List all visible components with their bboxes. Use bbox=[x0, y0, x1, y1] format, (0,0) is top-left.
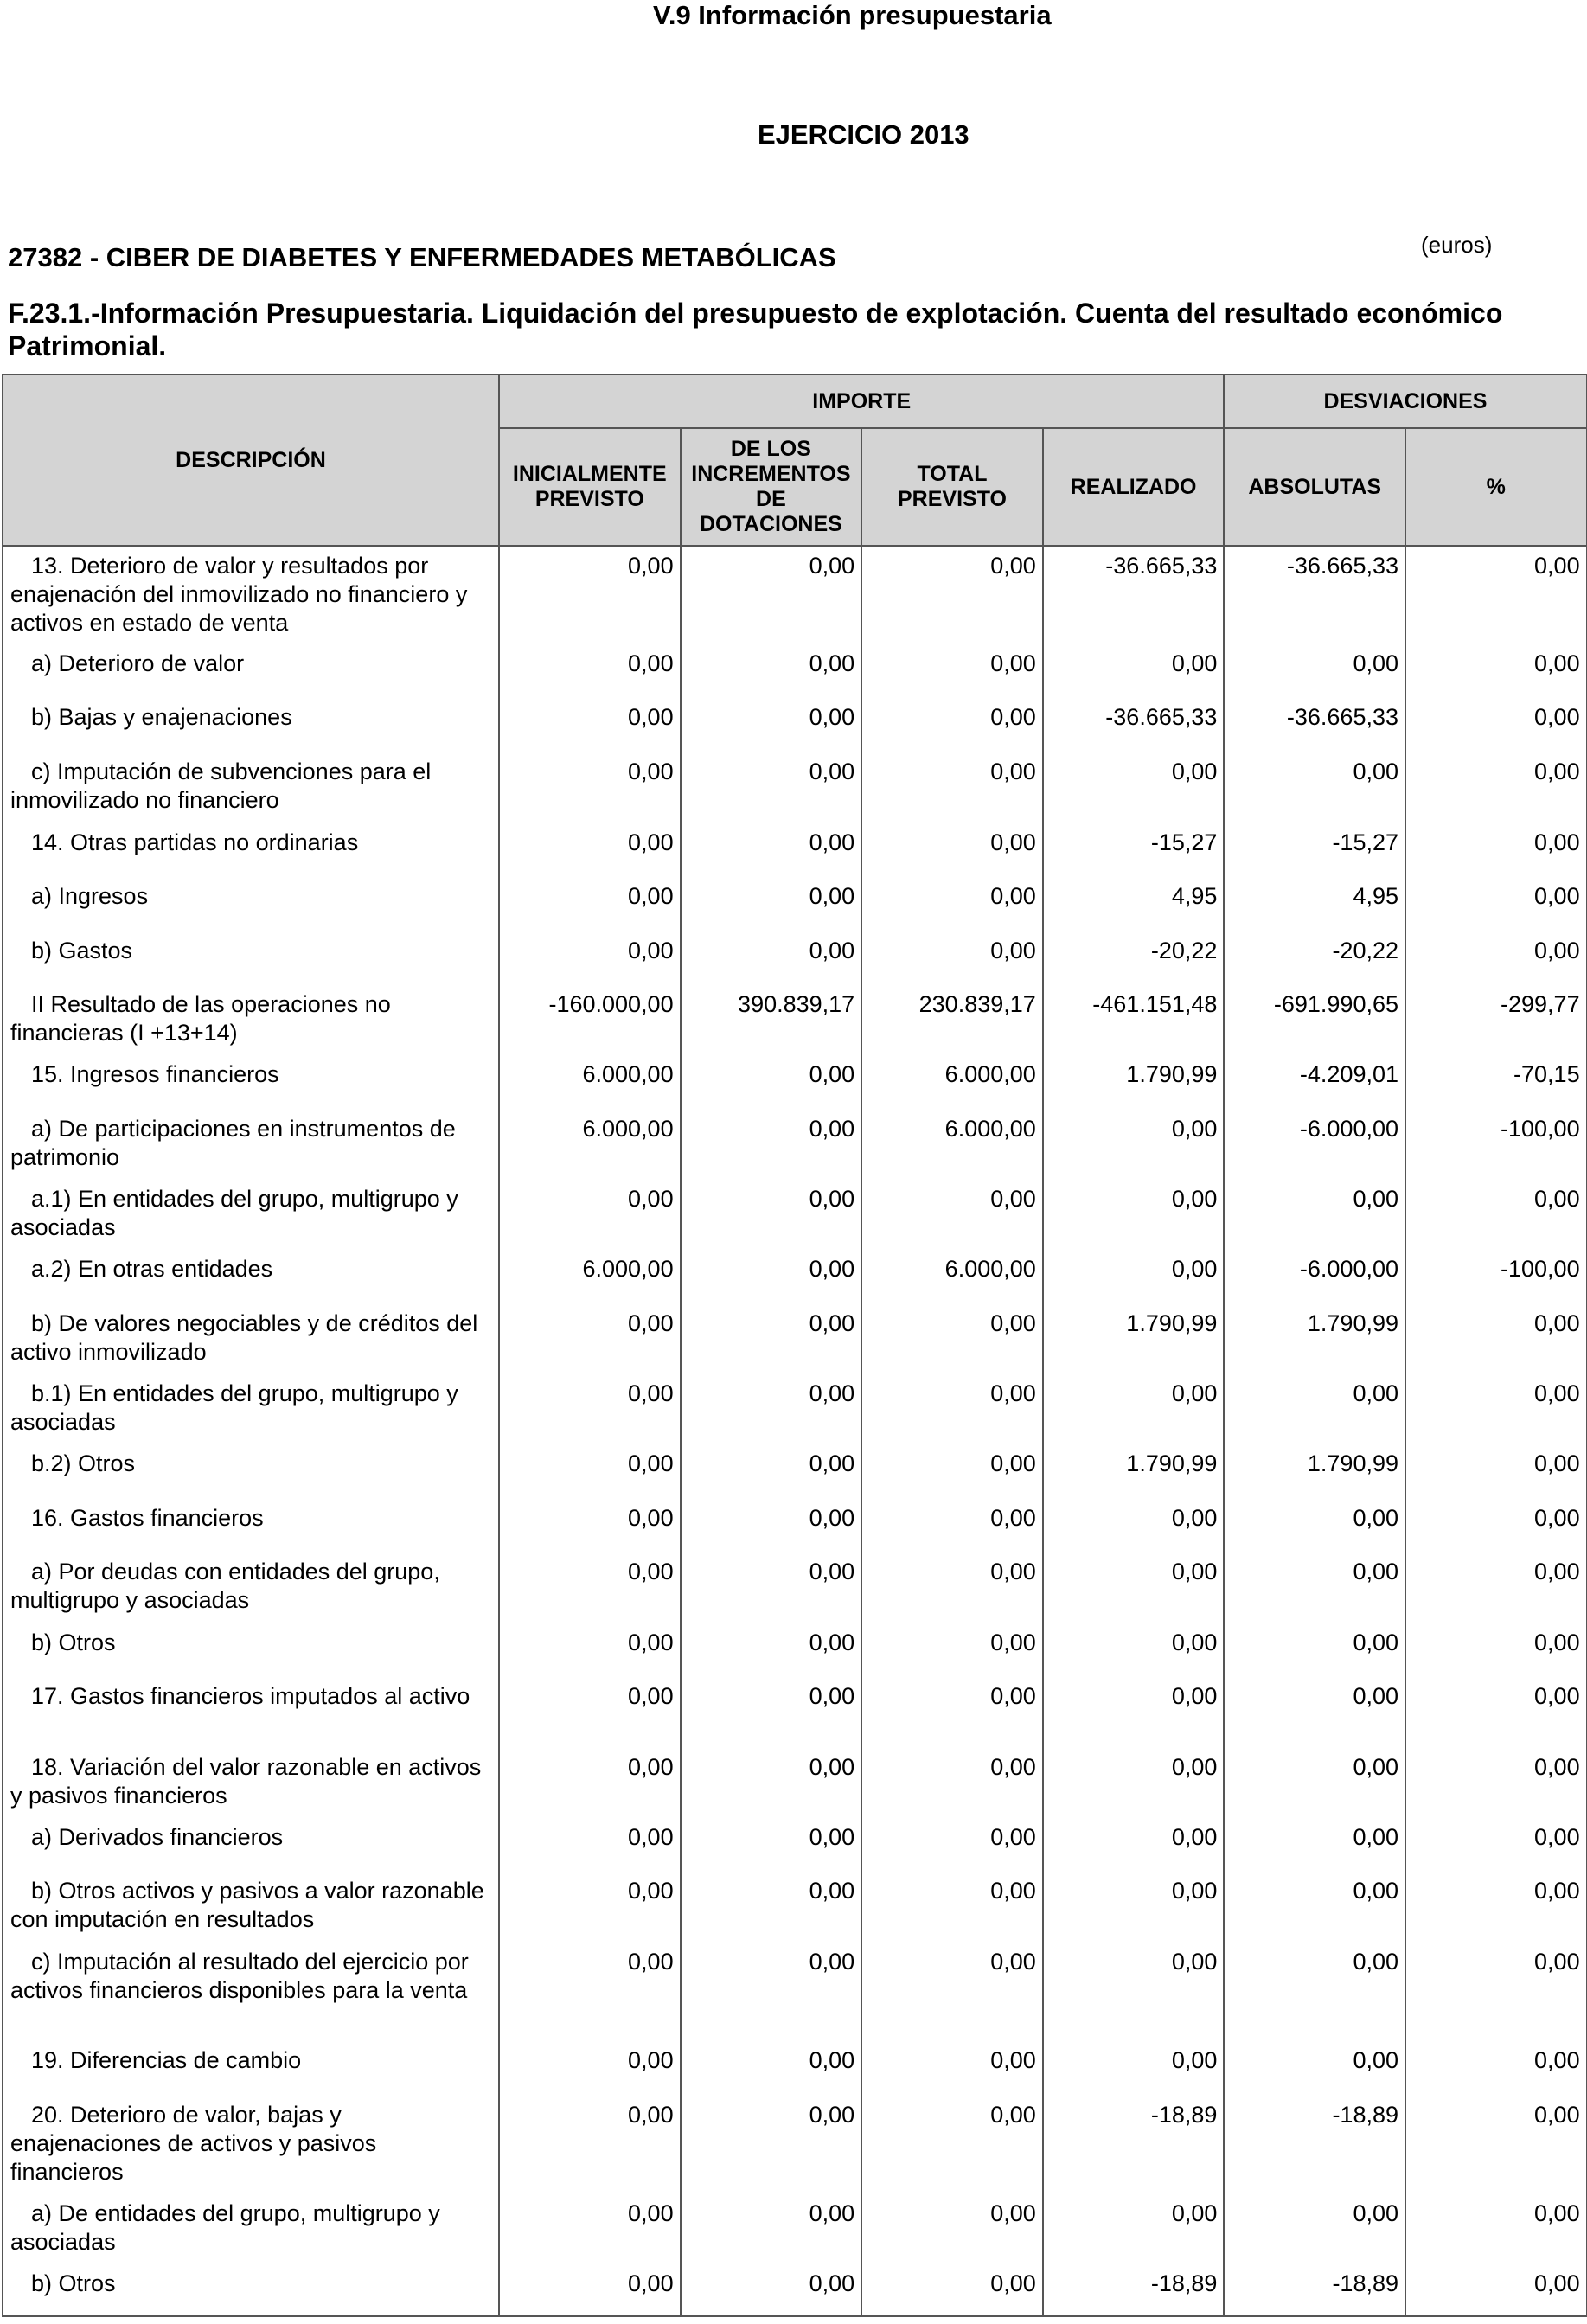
cell-incrementos: 0,00 bbox=[681, 1943, 862, 2041]
cell-realizado: 0,00 bbox=[1043, 2194, 1225, 2264]
row-description-text: b) Gastos bbox=[31, 938, 133, 964]
cell-porcentaje: 0,00 bbox=[1405, 2264, 1587, 2316]
fiscal-year-title: EJERCICIO 2013 bbox=[758, 119, 969, 150]
cell-porcentaje: 0,00 bbox=[1405, 823, 1587, 877]
cell-porcentaje: 0,00 bbox=[1405, 1374, 1587, 1444]
cell-inicialmente-previsto: 0,00 bbox=[499, 1553, 681, 1623]
cell-realizado: 1.790,99 bbox=[1043, 1304, 1225, 1374]
row-description bbox=[3, 1943, 499, 2041]
cell-absolutas: 0,00 bbox=[1224, 1623, 1405, 1677]
cell-realizado: -18,89 bbox=[1043, 2096, 1225, 2194]
table-row bbox=[3, 2096, 1587, 2194]
row-description-text: a) Por deudas con entidades del grupo, multigrupo y asociadas bbox=[10, 1559, 440, 1613]
cell-inicialmente-previsto: 0,00 bbox=[499, 2264, 681, 2316]
cell-inicialmente-previsto: 0,00 bbox=[499, 2041, 681, 2096]
cell-realizado: 0,00 bbox=[1043, 1110, 1225, 1180]
cell-porcentaje: 0,00 bbox=[1405, 2194, 1587, 2264]
cell-realizado: -15,27 bbox=[1043, 823, 1225, 877]
cell-incrementos: 0,00 bbox=[681, 1180, 862, 1250]
row-description-text: a) De participaciones en instrumentos de patrimonio bbox=[10, 1116, 456, 1170]
row-description bbox=[3, 546, 499, 644]
row-description-text: 18. Variación del valor razonable en activos y pasivos financieros bbox=[10, 1754, 482, 1809]
cell-realizado: 0,00 bbox=[1043, 1180, 1225, 1250]
col-header-porcentaje: % bbox=[1405, 428, 1587, 546]
cell-porcentaje: 0,00 bbox=[1405, 752, 1587, 823]
cell-realizado: 4,95 bbox=[1043, 877, 1225, 932]
cell-total-previsto: 0,00 bbox=[861, 2194, 1043, 2264]
row-description-text: b) Bajas y enajenaciones bbox=[31, 704, 292, 730]
cell-inicialmente-previsto: -160.000,00 bbox=[499, 985, 681, 1055]
table-row bbox=[3, 1553, 1587, 1623]
table-row bbox=[3, 1110, 1587, 1180]
table-row bbox=[3, 877, 1587, 932]
cell-absolutas: 0,00 bbox=[1224, 644, 1405, 698]
cell-incrementos: 0,00 bbox=[681, 1250, 862, 1304]
cell-porcentaje: 0,00 bbox=[1405, 1180, 1587, 1250]
row-description-text: 19. Diferencias de cambio bbox=[31, 2047, 302, 2073]
cell-total-previsto: 0,00 bbox=[861, 1499, 1043, 1553]
table-row bbox=[3, 1444, 1587, 1499]
cell-absolutas: -6.000,00 bbox=[1224, 1110, 1405, 1180]
cell-total-previsto: 0,00 bbox=[861, 1180, 1043, 1250]
cell-porcentaje: 0,00 bbox=[1405, 1748, 1587, 1818]
cell-absolutas: 0,00 bbox=[1224, 1374, 1405, 1444]
cell-incrementos: 0,00 bbox=[681, 1872, 862, 1943]
cell-realizado: 1.790,99 bbox=[1043, 1444, 1225, 1499]
row-description bbox=[3, 1499, 499, 1553]
cell-total-previsto: 0,00 bbox=[861, 1444, 1043, 1499]
cell-absolutas: -4.209,01 bbox=[1224, 1055, 1405, 1110]
cell-incrementos: 0,00 bbox=[681, 1444, 862, 1499]
cell-porcentaje: 0,00 bbox=[1405, 1304, 1587, 1374]
cell-inicialmente-previsto: 0,00 bbox=[499, 1677, 681, 1748]
cell-inicialmente-previsto: 0,00 bbox=[499, 1374, 681, 1444]
group-header-desviaciones: DESVIACIONES bbox=[1224, 375, 1586, 428]
table-row bbox=[3, 823, 1587, 877]
cell-absolutas: 4,95 bbox=[1224, 877, 1405, 932]
row-description bbox=[3, 1304, 499, 1374]
row-description-text: 17. Gastos financieros imputados al activo bbox=[31, 1683, 470, 1709]
cell-absolutas: 0,00 bbox=[1224, 1818, 1405, 1872]
cell-total-previsto: 0,00 bbox=[861, 1623, 1043, 1677]
cell-porcentaje: 0,00 bbox=[1405, 1943, 1587, 2041]
table-row bbox=[3, 1180, 1587, 1250]
cell-total-previsto: 0,00 bbox=[861, 877, 1043, 932]
row-description bbox=[3, 2096, 499, 2194]
cell-realizado: 1.790,99 bbox=[1043, 1055, 1225, 1110]
cell-realizado: 0,00 bbox=[1043, 1623, 1225, 1677]
col-header-realizado: REALIZADO bbox=[1043, 428, 1225, 546]
row-description-text: 13. Deterioro de valor y resultados por enajenación del inmovilizado no financiero y activos en estado de venta bbox=[10, 553, 468, 636]
cell-absolutas: 0,00 bbox=[1224, 1180, 1405, 1250]
row-description bbox=[3, 1374, 499, 1444]
cell-total-previsto: 0,00 bbox=[861, 1553, 1043, 1623]
row-description-text: c) Imputación al resultado del ejercicio por activos financieros disponibles para la venta bbox=[10, 1949, 469, 2003]
cell-absolutas: 0,00 bbox=[1224, 1499, 1405, 1553]
row-description-text: b) De valores negociables y de créditos del activo inmovilizado bbox=[10, 1310, 478, 1365]
cell-inicialmente-previsto: 0,00 bbox=[499, 1444, 681, 1499]
cell-total-previsto: 0,00 bbox=[861, 1943, 1043, 2041]
cell-porcentaje: 0,00 bbox=[1405, 2041, 1587, 2096]
cell-total-previsto: 230.839,17 bbox=[861, 985, 1043, 1055]
cell-porcentaje: 0,00 bbox=[1405, 1872, 1587, 1943]
cell-total-previsto: 0,00 bbox=[861, 1677, 1043, 1748]
col-header-descripcion: DESCRIPCIÓN bbox=[3, 375, 499, 546]
cell-total-previsto: 6.000,00 bbox=[861, 1250, 1043, 1304]
row-description-text: a) Ingresos bbox=[31, 883, 149, 909]
cell-incrementos: 0,00 bbox=[681, 1748, 862, 1818]
row-description-text: II Resultado de las operaciones no financieras (I +13+14) bbox=[10, 991, 391, 1046]
cell-absolutas: 0,00 bbox=[1224, 1677, 1405, 1748]
row-description-text: 16. Gastos financieros bbox=[31, 1505, 264, 1531]
section-title: V.9 Información presupuestaria bbox=[653, 0, 1052, 30]
cell-inicialmente-previsto: 0,00 bbox=[499, 698, 681, 752]
row-description bbox=[3, 1444, 499, 1499]
row-description bbox=[3, 1110, 499, 1180]
cell-incrementos: 0,00 bbox=[681, 1055, 862, 1110]
cell-total-previsto: 6.000,00 bbox=[861, 1110, 1043, 1180]
cell-inicialmente-previsto: 0,00 bbox=[499, 1943, 681, 2041]
table-row bbox=[3, 2264, 1587, 2316]
cell-total-previsto: 6.000,00 bbox=[861, 1055, 1043, 1110]
cell-absolutas: -15,27 bbox=[1224, 823, 1405, 877]
row-description bbox=[3, 1872, 499, 1943]
cell-realizado: 0,00 bbox=[1043, 1677, 1225, 1748]
cell-inicialmente-previsto: 0,00 bbox=[499, 644, 681, 698]
row-description bbox=[3, 2194, 499, 2264]
cell-realizado: 0,00 bbox=[1043, 1374, 1225, 1444]
cell-total-previsto: 0,00 bbox=[861, 1374, 1043, 1444]
cell-incrementos: 0,00 bbox=[681, 698, 862, 752]
cell-total-previsto: 0,00 bbox=[861, 1304, 1043, 1374]
cell-realizado: -36.665,33 bbox=[1043, 546, 1225, 644]
row-description bbox=[3, 932, 499, 985]
cell-incrementos: 0,00 bbox=[681, 1304, 862, 1374]
group-header-importe: IMPORTE bbox=[499, 375, 1224, 428]
cell-total-previsto: 0,00 bbox=[861, 2264, 1043, 2316]
table-body bbox=[3, 546, 1587, 2316]
row-description-text: 14. Otras partidas no ordinarias bbox=[31, 829, 359, 855]
cell-absolutas: 0,00 bbox=[1224, 2041, 1405, 2096]
cell-inicialmente-previsto: 0,00 bbox=[499, 1872, 681, 1943]
table-row bbox=[3, 1677, 1587, 1748]
cell-inicialmente-previsto: 0,00 bbox=[499, 823, 681, 877]
cell-absolutas: 0,00 bbox=[1224, 1872, 1405, 1943]
cell-realizado: 0,00 bbox=[1043, 1748, 1225, 1818]
cell-absolutas: 0,00 bbox=[1224, 752, 1405, 823]
table-row bbox=[3, 644, 1587, 698]
table-row bbox=[3, 985, 1587, 1055]
cell-inicialmente-previsto: 6.000,00 bbox=[499, 1110, 681, 1180]
table-row bbox=[3, 2194, 1587, 2264]
row-description-text: b) Otros bbox=[31, 2270, 116, 2296]
cell-incrementos: 0,00 bbox=[681, 823, 862, 877]
col-header-incrementos: DE LOS INCREMENTOS DE DOTACIONES bbox=[681, 428, 862, 546]
cell-absolutas: -18,89 bbox=[1224, 2096, 1405, 2194]
row-description-text: b) Otros activos y pasivos a valor razonable con imputación en resultados bbox=[10, 1878, 484, 1932]
cell-porcentaje: 0,00 bbox=[1405, 1444, 1587, 1499]
row-description-text: a) Derivados financieros bbox=[31, 1824, 284, 1850]
cell-realizado: 0,00 bbox=[1043, 1818, 1225, 1872]
cell-absolutas: -20,22 bbox=[1224, 932, 1405, 985]
cell-porcentaje: 0,00 bbox=[1405, 1677, 1587, 1748]
cell-absolutas: 0,00 bbox=[1224, 1943, 1405, 2041]
cell-absolutas: -6.000,00 bbox=[1224, 1250, 1405, 1304]
cell-absolutas: 1.790,99 bbox=[1224, 1444, 1405, 1499]
row-description bbox=[3, 2041, 499, 2096]
cell-porcentaje: 0,00 bbox=[1405, 877, 1587, 932]
cell-incrementos: 0,00 bbox=[681, 752, 862, 823]
cell-absolutas: 0,00 bbox=[1224, 1748, 1405, 1818]
cell-porcentaje: -299,77 bbox=[1405, 985, 1587, 1055]
row-description-text: a.2) En otras entidades bbox=[31, 1256, 273, 1282]
cell-realizado: 0,00 bbox=[1043, 1872, 1225, 1943]
cell-total-previsto: 0,00 bbox=[861, 1818, 1043, 1872]
cell-inicialmente-previsto: 0,00 bbox=[499, 932, 681, 985]
table-row bbox=[3, 1250, 1587, 1304]
row-description bbox=[3, 644, 499, 698]
row-description bbox=[3, 1055, 499, 1110]
row-description bbox=[3, 1623, 499, 1677]
cell-realizado: 0,00 bbox=[1043, 1943, 1225, 2041]
row-description-text: 20. Deterioro de valor, bajas y enajenaciones de activos y pasivos financieros bbox=[10, 2102, 377, 2185]
cell-incrementos: 0,00 bbox=[681, 1374, 862, 1444]
table-row bbox=[3, 1623, 1587, 1677]
table-row bbox=[3, 1872, 1587, 1943]
cell-incrementos: 0,00 bbox=[681, 2041, 862, 2096]
cell-porcentaje: -100,00 bbox=[1405, 1250, 1587, 1304]
row-description bbox=[3, 1748, 499, 1818]
cell-incrementos: 0,00 bbox=[681, 644, 862, 698]
cell-inicialmente-previsto: 0,00 bbox=[499, 752, 681, 823]
row-description-text: 15. Ingresos financieros bbox=[31, 1061, 279, 1087]
table-row bbox=[3, 1055, 1587, 1110]
cell-realizado: 0,00 bbox=[1043, 1553, 1225, 1623]
cell-incrementos: 0,00 bbox=[681, 1110, 862, 1180]
cell-absolutas: -691.990,65 bbox=[1224, 985, 1405, 1055]
cell-inicialmente-previsto: 0,00 bbox=[499, 1180, 681, 1250]
cell-total-previsto: 0,00 bbox=[861, 546, 1043, 644]
row-description-text: c) Imputación de subvenciones para el inmovilizado no financiero bbox=[10, 759, 432, 813]
table-row bbox=[3, 698, 1587, 752]
cell-porcentaje: 0,00 bbox=[1405, 2096, 1587, 2194]
row-description bbox=[3, 2264, 499, 2316]
table-row bbox=[3, 2041, 1587, 2096]
row-description bbox=[3, 985, 499, 1055]
col-header-total-previsto: TOTAL PREVISTO bbox=[861, 428, 1043, 546]
cell-realizado: -18,89 bbox=[1043, 2264, 1225, 2316]
cell-inicialmente-previsto: 0,00 bbox=[499, 2194, 681, 2264]
cell-absolutas: -18,89 bbox=[1224, 2264, 1405, 2316]
cell-inicialmente-previsto: 0,00 bbox=[499, 1623, 681, 1677]
table-row bbox=[3, 932, 1587, 985]
cell-porcentaje: 0,00 bbox=[1405, 1623, 1587, 1677]
cell-incrementos: 0,00 bbox=[681, 1553, 862, 1623]
cell-incrementos: 0,00 bbox=[681, 1818, 862, 1872]
cell-incrementos: 0,00 bbox=[681, 2264, 862, 2316]
table-row bbox=[3, 752, 1587, 823]
report-subtitle: F.23.1.-Información Presupuestaria. Liquidación del presupuesto de explotación. Cuenta del resultado económico Patrimonial. bbox=[8, 298, 1503, 362]
cell-incrementos: 0,00 bbox=[681, 932, 862, 985]
cell-incrementos: 0,00 bbox=[681, 1499, 862, 1553]
row-description bbox=[3, 1250, 499, 1304]
row-description bbox=[3, 1818, 499, 1872]
table-row bbox=[3, 1818, 1587, 1872]
row-description bbox=[3, 698, 499, 752]
cell-inicialmente-previsto: 0,00 bbox=[499, 1499, 681, 1553]
cell-total-previsto: 0,00 bbox=[861, 698, 1043, 752]
cell-incrementos: 0,00 bbox=[681, 1623, 862, 1677]
cell-incrementos: 0,00 bbox=[681, 2194, 862, 2264]
cell-total-previsto: 0,00 bbox=[861, 932, 1043, 985]
cell-inicialmente-previsto: 0,00 bbox=[499, 877, 681, 932]
cell-absolutas: -36.665,33 bbox=[1224, 698, 1405, 752]
cell-realizado: -36.665,33 bbox=[1043, 698, 1225, 752]
cell-inicialmente-previsto: 0,00 bbox=[499, 1748, 681, 1818]
cell-porcentaje: 0,00 bbox=[1405, 1499, 1587, 1553]
table-row bbox=[3, 1943, 1587, 2041]
budget-table bbox=[2, 374, 1587, 2317]
row-description bbox=[3, 1553, 499, 1623]
row-description-text: a.1) En entidades del grupo, multigrupo y asociadas bbox=[10, 1186, 458, 1240]
row-description-text: a) Deterioro de valor bbox=[31, 650, 245, 676]
cell-incrementos: 0,00 bbox=[681, 1677, 862, 1748]
cell-total-previsto: 0,00 bbox=[861, 1748, 1043, 1818]
cell-inicialmente-previsto: 0,00 bbox=[499, 1818, 681, 1872]
row-description bbox=[3, 1180, 499, 1250]
table-row bbox=[3, 1499, 1587, 1553]
cell-inicialmente-previsto: 0,00 bbox=[499, 1304, 681, 1374]
cell-realizado: -461.151,48 bbox=[1043, 985, 1225, 1055]
cell-porcentaje: 0,00 bbox=[1405, 698, 1587, 752]
cell-realizado: 0,00 bbox=[1043, 752, 1225, 823]
table-row bbox=[3, 546, 1587, 644]
table-row bbox=[3, 1748, 1587, 1818]
cell-inicialmente-previsto: 6.000,00 bbox=[499, 1055, 681, 1110]
units-label: (euros) bbox=[1421, 232, 1493, 258]
row-description bbox=[3, 752, 499, 823]
cell-inicialmente-previsto: 6.000,00 bbox=[499, 1250, 681, 1304]
cell-inicialmente-previsto: 0,00 bbox=[499, 546, 681, 644]
row-description bbox=[3, 1677, 499, 1748]
cell-absolutas: 0,00 bbox=[1224, 2194, 1405, 2264]
cell-realizado: 0,00 bbox=[1043, 2041, 1225, 2096]
cell-total-previsto: 0,00 bbox=[861, 644, 1043, 698]
cell-absolutas: 1.790,99 bbox=[1224, 1304, 1405, 1374]
cell-incrementos: 390.839,17 bbox=[681, 985, 862, 1055]
cell-realizado: 0,00 bbox=[1043, 1499, 1225, 1553]
cell-realizado: 0,00 bbox=[1043, 1250, 1225, 1304]
table-row bbox=[3, 1374, 1587, 1444]
cell-porcentaje: 0,00 bbox=[1405, 932, 1587, 985]
col-header-absolutas: ABSOLUTAS bbox=[1224, 428, 1405, 546]
row-description-text: a) De entidades del grupo, multigrupo y asociadas bbox=[10, 2200, 440, 2255]
cell-total-previsto: 0,00 bbox=[861, 2041, 1043, 2096]
table-row bbox=[3, 1304, 1587, 1374]
row-description-text: b) Otros bbox=[31, 1629, 116, 1655]
cell-porcentaje: 0,00 bbox=[1405, 1818, 1587, 1872]
cell-incrementos: 0,00 bbox=[681, 2096, 862, 2194]
cell-total-previsto: 0,00 bbox=[861, 752, 1043, 823]
row-description-text: b.2) Otros bbox=[31, 1450, 136, 1476]
cell-realizado: -20,22 bbox=[1043, 932, 1225, 985]
cell-porcentaje: -100,00 bbox=[1405, 1110, 1587, 1180]
cell-porcentaje: 0,00 bbox=[1405, 546, 1587, 644]
cell-realizado: 0,00 bbox=[1043, 644, 1225, 698]
cell-incrementos: 0,00 bbox=[681, 546, 862, 644]
cell-absolutas: -36.665,33 bbox=[1224, 546, 1405, 644]
cell-porcentaje: 0,00 bbox=[1405, 644, 1587, 698]
cell-total-previsto: 0,00 bbox=[861, 823, 1043, 877]
col-header-inicialmente-previsto: INICIALMENTE PREVISTO bbox=[499, 428, 681, 546]
cell-total-previsto: 0,00 bbox=[861, 2096, 1043, 2194]
entity-name: 27382 - CIBER DE DIABETES Y ENFERMEDADES METABÓLICAS bbox=[8, 242, 836, 272]
row-description bbox=[3, 823, 499, 877]
cell-porcentaje: 0,00 bbox=[1405, 1553, 1587, 1623]
cell-porcentaje: -70,15 bbox=[1405, 1055, 1587, 1110]
cell-total-previsto: 0,00 bbox=[861, 1872, 1043, 1943]
row-description-text: b.1) En entidades del grupo, multigrupo y asociadas bbox=[10, 1380, 458, 1435]
cell-incrementos: 0,00 bbox=[681, 877, 862, 932]
cell-absolutas: 0,00 bbox=[1224, 1553, 1405, 1623]
cell-inicialmente-previsto: 0,00 bbox=[499, 2096, 681, 2194]
row-description bbox=[3, 877, 499, 932]
